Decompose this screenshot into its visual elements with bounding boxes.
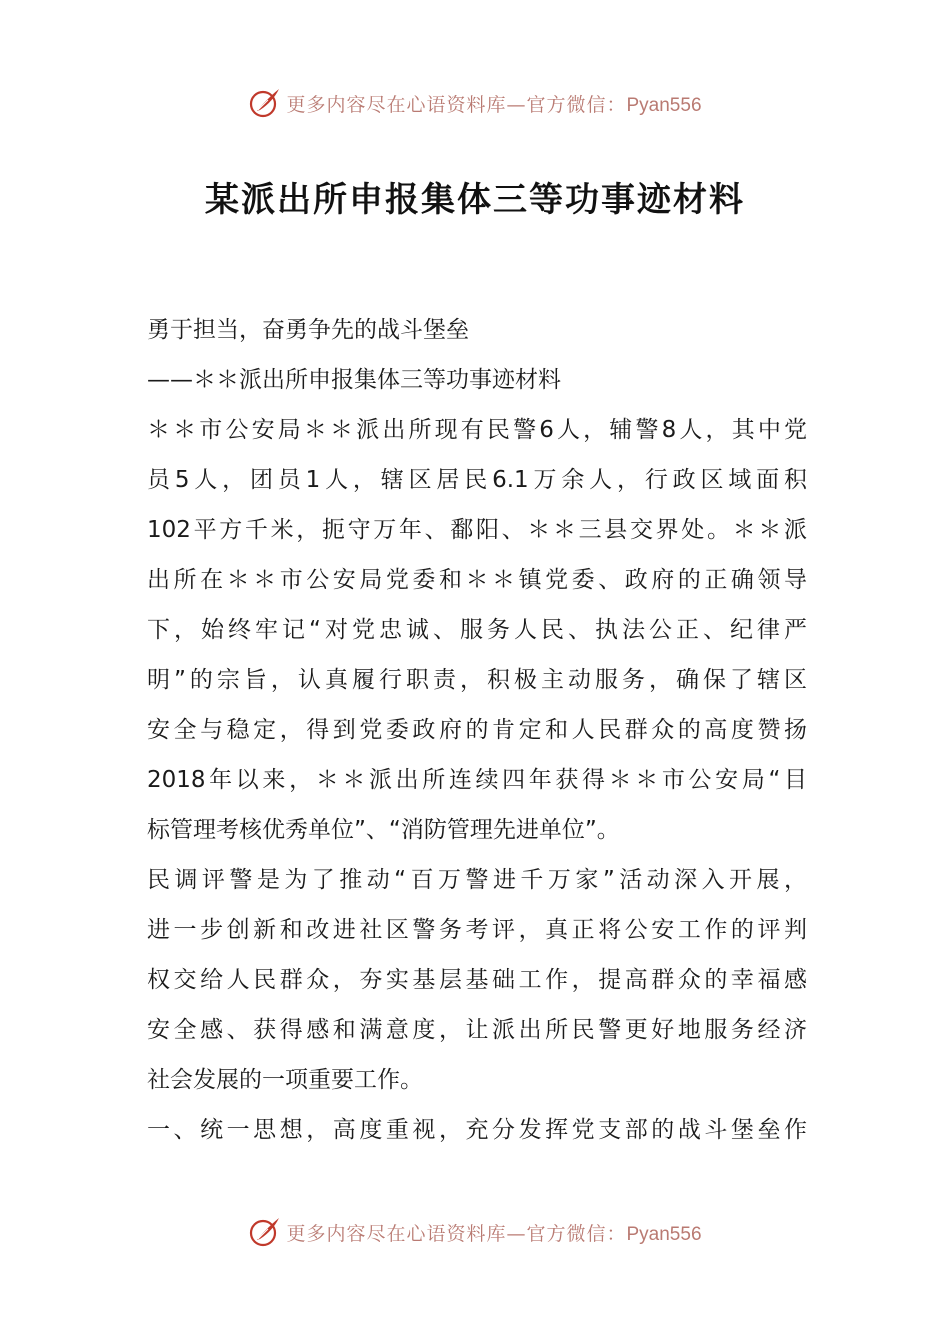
quill-logo-icon [248,86,282,120]
watermark-text: 更多内容尽在心语资料库—官方微信：Pyan556 [286,1222,702,1245]
paragraph-line: 标管理考核优秀单位”、“消防管理先进单位”。 [147,817,620,843]
paragraph-line: 社会发展的一项重要工作。 [147,1067,423,1093]
paragraph-line: 民调评警是为了推动“百万警进千万家”活动深入开展， [147,867,807,893]
watermark-text: 更多内容尽在心语资料库—官方微信：Pyan556 [286,93,702,116]
header-watermark [0,83,950,123]
paragraph-line: 2018年以来，＊＊派出所连续四年获得＊＊市公安局“目 [147,767,807,793]
paragraph-line: 出所在＊＊市公安局党委和＊＊镇党委、政府的正确领导 [147,567,807,593]
paragraph-line: 下，始终牢记“对党忠诚、服务人民、执法公正、纪律严 [147,617,807,643]
paragraph-line: 102平方千米，扼守万年、鄱阳、＊＊三县交界处。＊＊派 [147,517,807,543]
paragraph-line: 安全感、获得感和满意度，让派出所民警更好地服务经济 [147,1017,807,1043]
section-heading-line: 一、统一思想，高度重视，充分发挥党支部的战斗堡垒作 [147,1117,807,1143]
paragraph-line: 员5人，团员1人，辖区居民6.1万余人，行政区域面积 [147,467,807,493]
footer-watermark [0,1212,950,1252]
paragraph-line: 进一步创新和改进社区警务考评，真正将公安工作的评判 [147,917,807,943]
page-title: 某派出所申报集体三等功事迹材料 [205,180,745,220]
paragraph-line: 安全与稳定，得到党委政府的肯定和人民群众的高度赞扬 [147,717,807,743]
document-body [147,305,807,1155]
paragraph-line: ＊＊市公安局＊＊派出所现有民警6人，辅警8人，其中党 [147,417,807,443]
quill-logo-icon [248,1215,282,1249]
subtitle-dash-line: ——＊＊派出所申报集体三等功事迹材料 [147,367,561,393]
paragraph-line: 权交给人民群众，夯实基层基础工作，提高群众的幸福感 [147,967,807,993]
paragraph-line: 明”的宗旨，认真履行职责，积极主动服务，确保了辖区 [147,667,807,693]
subtitle-line: 勇于担当，奋勇争先的战斗堡垒 [147,317,469,343]
